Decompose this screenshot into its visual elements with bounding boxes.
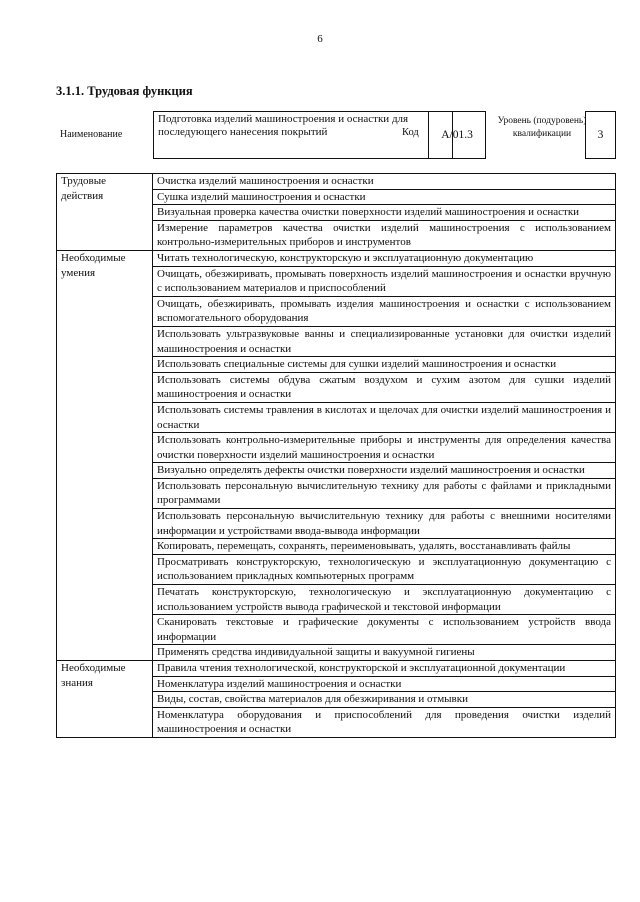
name-label: Наименование bbox=[60, 129, 123, 140]
level-value: 3 bbox=[585, 111, 616, 159]
item-cell: Использовать специальные системы для сушки изделий машиностроения и оснастки bbox=[153, 357, 616, 373]
item-cell: Использовать системы обдува сжатым воздухом и сухим азотом для сушки изделий машиностроения и оснастки bbox=[153, 372, 616, 402]
item-cell: Очищать, обезжиривать, промывать поверхность изделий машиностроения и оснастки вручную с использованием материалов и приспособлений bbox=[153, 266, 616, 296]
level-label: Уровень (подуровень) квалификации bbox=[497, 116, 587, 139]
item-cell: Очищать, обезжиривать, промывать изделия машиностроения и оснастки с использованием вспомогательного оборудования bbox=[153, 296, 616, 326]
item-cell: Использовать ультразвуковые ванны и специализированные установки для очистки изделий машиностроения и оснастки bbox=[153, 326, 616, 356]
item-cell: Использовать контрольно-измерительные приборы и инструменты для определения качества очистки поверхности изделий машиностроения и оснастки bbox=[153, 433, 616, 463]
item-cell: Виды, состав, свойства материалов для обезжиривания и отмывки bbox=[153, 692, 616, 708]
category-cell: Необходимые умения bbox=[57, 250, 153, 660]
item-cell: Сканировать текстовые и графические документы с использованием устройств ввода информации bbox=[153, 615, 616, 645]
table-row bbox=[57, 250, 616, 266]
category-cell: Трудовые действия bbox=[57, 174, 153, 251]
item-cell: Очистка изделий машиностроения и оснастки bbox=[153, 174, 616, 190]
item-cell: Номенклатура изделий машиностроения и оснастки bbox=[153, 676, 616, 692]
item-cell: Измерение параметров качества очистки изделий машиностроения с использованием контрольно-измерительных приборов и инструментов bbox=[153, 220, 616, 250]
table-row bbox=[57, 174, 616, 190]
item-cell: Читать технологическую, конструкторскую и эксплуатационную документацию bbox=[153, 250, 616, 266]
item-cell: Сушка изделий машиностроения и оснастки bbox=[153, 189, 616, 205]
item-cell: Правила чтения технологической, конструкторской и эксплуатационной документации bbox=[153, 661, 616, 677]
item-cell: Использовать системы травления в кислотах и щелочах для очистки изделий машиностроения и оснастки bbox=[153, 402, 616, 432]
page-number: 6 bbox=[317, 33, 323, 45]
item-cell: Использовать персональную вычислительную технику для работы с файлами и прикладными программами bbox=[153, 478, 616, 508]
item-cell: Визуально определять дефекты очистки поверхности изделий машиностроения и оснастки bbox=[153, 463, 616, 479]
item-cell: Номенклатура оборудования и приспособлений для проведения очистки изделий машиностроения и оснастки bbox=[153, 707, 616, 737]
item-cell: Печатать конструкторскую, технологическую и эксплуатационную документацию с использованием устройств вывода графической и текстовой информации bbox=[153, 585, 616, 615]
code-value: A/01.3 bbox=[428, 111, 486, 159]
item-cell: Использовать персональную вычислительную технику для работы с внешними носителями информации и устройствами ввода-вывода информации bbox=[153, 509, 616, 539]
function-header bbox=[56, 111, 616, 159]
competency-table bbox=[56, 173, 616, 738]
category-cell: Необходимые знания bbox=[57, 661, 153, 738]
code-label: Код bbox=[402, 127, 419, 138]
item-cell: Копировать, перемещать, сохранять, переименовывать, удалять, восстанавливать файлы bbox=[153, 539, 616, 555]
item-cell: Просматривать конструкторскую, технологическую и эксплуатационную документацию с использованием прикладных компьютерных программ bbox=[153, 554, 616, 584]
item-cell: Применять средства индивидуальной защиты и вакуумной гигиены bbox=[153, 645, 616, 661]
name-value: Подготовка изделий машиностроения и оснастки для последующего нанесения покрытий bbox=[153, 111, 453, 159]
item-cell: Визуальная проверка качества очистки поверхности изделий машиностроения и оснастки bbox=[153, 205, 616, 221]
section-title: 3.1.1. Трудовая функция bbox=[56, 84, 193, 98]
table-row bbox=[57, 661, 616, 677]
